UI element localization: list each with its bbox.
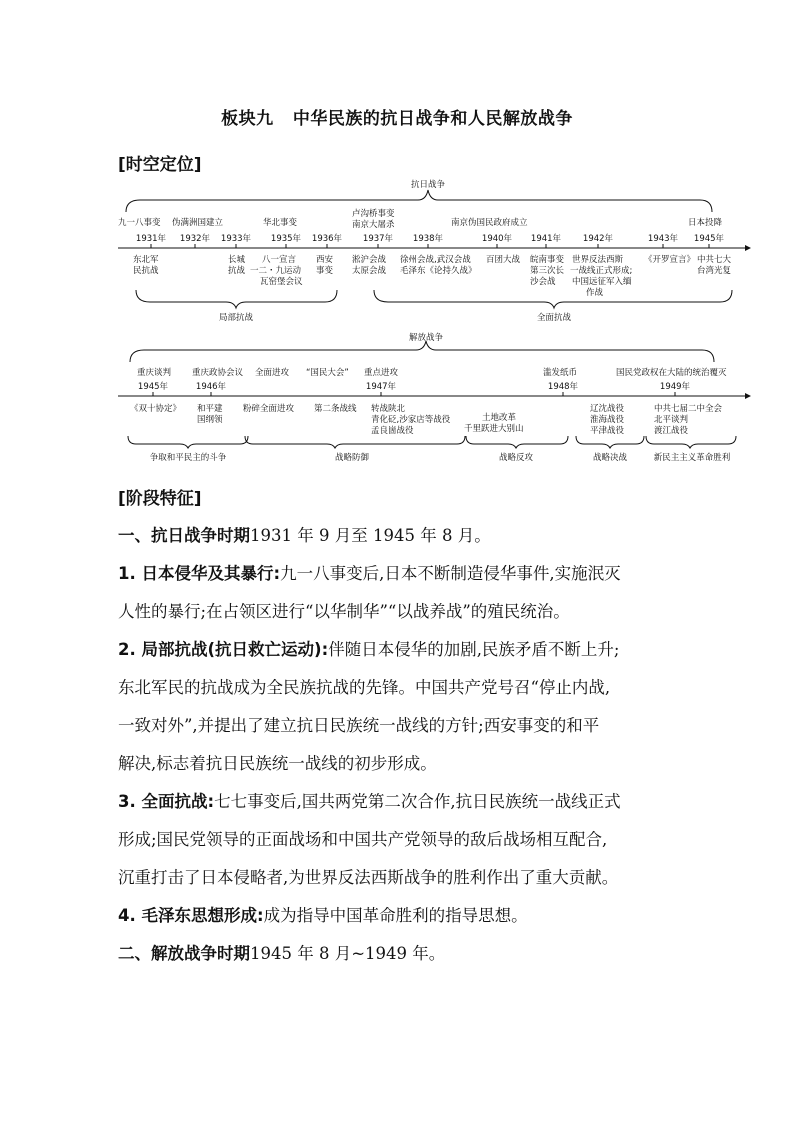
below-second-front: 第二条战线 bbox=[314, 404, 357, 414]
section-timeline-heading: [时空定位] bbox=[118, 155, 202, 175]
p4-bold: 4. 毛泽东思想形成: bbox=[118, 906, 264, 925]
p1-line1 bbox=[118, 555, 693, 593]
below-greatwall-2: 抗战 bbox=[228, 266, 246, 276]
below-xuzhou-wuhan: 徐州会战,武汉会战 bbox=[400, 255, 471, 265]
timeline-liberation-war bbox=[0, 0, 794, 470]
event-surrender: 日本投降 bbox=[688, 218, 723, 228]
below-wannan-3: 沙会战 bbox=[530, 277, 556, 287]
below-land-reform: 土地改革 bbox=[482, 413, 517, 423]
year-1938: 1938年 bbox=[412, 234, 444, 244]
p2-bold: 2. 局部抗战(抗日救亡运动): bbox=[118, 640, 329, 659]
below-protracted-war: 毛泽东《论持久战》 bbox=[400, 266, 477, 276]
year2-1949: 1949年 bbox=[659, 382, 691, 392]
top-brace-2 bbox=[130, 341, 714, 362]
below-dabie: 千里跃进大别山 bbox=[464, 424, 524, 434]
heading-liberation bbox=[118, 935, 693, 973]
p3-line3: 沉重打击了日本侵略者,为世界反法西斯战争的胜利作出了重大贡献。 bbox=[118, 868, 619, 887]
below-expedition-2: 作战 bbox=[586, 288, 604, 298]
below-129-movement: 一二・九运动 bbox=[250, 266, 302, 276]
below-huaihai: 淮海战役 bbox=[590, 415, 625, 425]
brace-defense bbox=[245, 436, 465, 448]
p4-rest: 成为指导中国革命胜利的指导思想。 bbox=[263, 906, 528, 925]
year2-1947: 1947年 bbox=[365, 382, 397, 392]
p4-line1 bbox=[118, 897, 693, 935]
event-full-offensive: 全面进攻 bbox=[255, 368, 290, 378]
year2-1948: 1948年 bbox=[547, 382, 579, 392]
period-counter: 战略反攻 bbox=[498, 453, 534, 463]
year2-1946: 1946年 bbox=[195, 382, 227, 392]
below-world-antifascist-2: 一战线正式形成; bbox=[570, 266, 633, 276]
year2-1945: 1945年 bbox=[137, 382, 169, 392]
year-1940: 1940年 bbox=[481, 234, 513, 244]
year-1941: 1941年 bbox=[530, 234, 562, 244]
p2-line1 bbox=[118, 631, 693, 669]
section-features-heading: [阶段特征] bbox=[118, 489, 202, 509]
below-liaoshen: 辽沈战役 bbox=[590, 404, 625, 414]
axis-arrow-2 bbox=[745, 393, 751, 399]
event-north-china: 华北事变 bbox=[263, 218, 298, 228]
below-2nd-plenum: 中共七届二中全会 bbox=[654, 404, 723, 414]
p2-line4: 解决,标志着抗日民族统一战线的初步形成。 bbox=[118, 754, 437, 773]
h1-rest: 1931 年 9 月至 1945 年 8 月。 bbox=[250, 526, 491, 545]
year-1933: 1933年 bbox=[220, 234, 252, 244]
below-wayaobu: 瓦窑堡会议 bbox=[260, 277, 303, 287]
p3-bold: 3. 全面抗战: bbox=[118, 792, 215, 811]
event-marco-polo: 卢沟桥事变 bbox=[352, 209, 395, 219]
p3-text-0: 七七事变后,国共两党第二次合作,抗日民族统一战线正式 bbox=[214, 792, 621, 811]
event-nanjing-massacre: 南京大屠杀 bbox=[352, 220, 395, 230]
below-cairo: 《开罗宣言》 bbox=[644, 255, 696, 265]
p2-text-0: 伴随日本侵华的加剧,民族矛盾不断上升; bbox=[328, 640, 620, 659]
heading-anti-japanese bbox=[118, 517, 693, 555]
below-world-antifascist-1: 世界反法西斯 bbox=[572, 255, 624, 265]
event-918: 九一八事变 bbox=[118, 218, 161, 228]
year-1943: 1943年 bbox=[647, 234, 679, 244]
title-part2: 中华民族的抗日战争和人民解放战争 bbox=[292, 109, 573, 129]
h2-bold: 二、解放战争时期 bbox=[118, 944, 250, 963]
period-partial: 局部抗战 bbox=[218, 313, 254, 323]
year-1942: 1942年 bbox=[582, 234, 614, 244]
brace-victory bbox=[646, 436, 736, 448]
event-chongqing-talks: 重庆谈判 bbox=[137, 368, 172, 378]
below-81-declaration: 八一宣言 bbox=[262, 255, 297, 265]
below-taiwan: 台湾光复 bbox=[697, 266, 732, 276]
below-ne-army-2: 民抗战 bbox=[133, 266, 159, 276]
event-key-offensive: 重点进攻 bbox=[364, 368, 399, 378]
below-beiping-talks: 北平谈判 bbox=[654, 415, 689, 425]
p2-line3: 一致对外”,并提出了建立抗日民族统一战线的方针;西安事变的和平 bbox=[118, 716, 600, 735]
event-puppet-govt: 南京伪国民政府成立 bbox=[451, 218, 528, 228]
below-ne-army-1: 东北军 bbox=[133, 255, 159, 265]
year-1935: 1935年 bbox=[270, 234, 302, 244]
below-xian-1: 西安 bbox=[316, 255, 334, 265]
below-pingjin: 平津战役 bbox=[590, 426, 625, 436]
brace-peace bbox=[128, 436, 248, 448]
period-full: 全面抗战 bbox=[536, 313, 572, 323]
below-qinghuabian: 青化砭,沙家店等战役 bbox=[371, 415, 451, 425]
event-currency: 滥发纸币 bbox=[543, 368, 578, 378]
year-1936: 1936年 bbox=[311, 234, 343, 244]
below-taiyuan: 太原会战 bbox=[352, 266, 387, 276]
below-wannan-2: 第三次长 bbox=[530, 266, 565, 276]
period-decisive: 战略决战 bbox=[592, 453, 628, 463]
brace-label: 抗日战争 bbox=[410, 180, 446, 190]
below-songhu: 淞沪会战 bbox=[352, 255, 387, 265]
period-defense: 战略防御 bbox=[334, 453, 370, 463]
p2-line2: 东北军民的抗战成为全民族抗战的先锋。中国共产党号召“停止内战, bbox=[118, 678, 611, 697]
below-7th-congress: 中共七大 bbox=[697, 255, 732, 265]
below-double-ten: 《双十协定》 bbox=[130, 404, 182, 414]
event-kmt-collapse: 国民党政权在大陆的统治覆灭 bbox=[616, 368, 727, 378]
p1-line2: 人性的暴行;在占领区进行“以华制华”“以战养战”的殖民统治。 bbox=[118, 602, 570, 621]
below-yangtze: 渡江战役 bbox=[654, 426, 689, 436]
below-wannan-1: 皖南事变 bbox=[530, 255, 565, 265]
p1-bold: 1. 日本侵华及其暴行: bbox=[118, 564, 281, 583]
below-hundred-regiments: 百团大战 bbox=[486, 255, 521, 265]
period-victory: 新民主主义革命胜利 bbox=[653, 453, 731, 463]
event-pcc: 重庆政协会议 bbox=[192, 368, 244, 378]
title-part1: 板块九 bbox=[221, 109, 274, 129]
h1-bold: 一、抗日战争时期 bbox=[118, 526, 250, 545]
year-1932: 1932年 bbox=[179, 234, 211, 244]
below-expedition-1: 中国远征军入缅 bbox=[572, 277, 632, 287]
event-manchukuo: 伪满洲国建立 bbox=[172, 218, 224, 228]
year-1937: 1937年 bbox=[362, 234, 394, 244]
brace-counter bbox=[466, 436, 568, 448]
year-1945: 1945年 bbox=[693, 234, 725, 244]
p1-text-0: 九一八事变后,日本不断制造侵华事件,实施泯灭 bbox=[280, 564, 621, 583]
below-menglianggu: 孟良崮战役 bbox=[371, 426, 414, 436]
event-national-assembly: “国民大会” bbox=[306, 368, 349, 378]
brace-label-2: 解放战争 bbox=[408, 333, 444, 343]
p3-line1 bbox=[118, 783, 693, 821]
below-shaanbei: 转战陕北 bbox=[371, 404, 406, 414]
below-xian-2: 事变 bbox=[316, 266, 334, 276]
p3-line2: 形成;国民党领导的正面战场和中国共产党领导的敌后战场相互配合, bbox=[118, 830, 608, 849]
features-body bbox=[118, 517, 693, 973]
year-1931: 1931年 bbox=[135, 234, 167, 244]
below-greatwall-1: 长城 bbox=[228, 255, 246, 265]
below-peace-2: 国纲领 bbox=[197, 415, 223, 425]
below-peace-1: 和平建 bbox=[197, 404, 223, 414]
h2-rest: 1945 年 8 月~1949 年。 bbox=[250, 944, 446, 963]
brace-decisive bbox=[576, 436, 644, 448]
period-peace: 争取和平民主的斗争 bbox=[149, 453, 227, 463]
below-crush-offensive: 粉碎全面进攻 bbox=[243, 404, 295, 414]
